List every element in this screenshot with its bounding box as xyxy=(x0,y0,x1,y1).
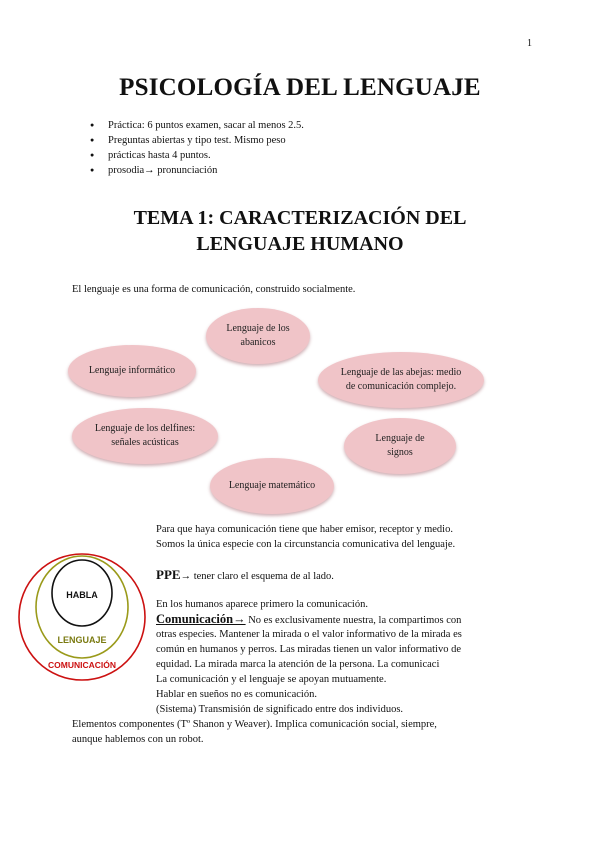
para-line: aunque hablemos con un robot. xyxy=(72,734,204,745)
ellipse-label: Lenguaje de xyxy=(375,433,425,444)
para-line: En los humanos aparece primero la comunicación. xyxy=(156,599,368,610)
ellipse-label: Lenguaje informático xyxy=(88,365,176,376)
ppe-text: → tener claro el esquema de al lado. xyxy=(180,571,334,582)
ellipse-delfines xyxy=(72,408,218,464)
para-line: equidad. La mirada marca la atención de la persona. La comunicaci xyxy=(156,659,440,670)
ellipse-label: Lenguaje de los xyxy=(226,323,290,334)
ellipse-label: señales acústicas xyxy=(111,437,179,448)
list-item: ● prosodia→ pronunciación xyxy=(90,163,304,178)
habla-label: HABLA xyxy=(66,590,98,600)
list-item: ● Práctica: 6 puntos examen, sacar al menos 2.5. xyxy=(90,118,304,133)
ellipse-abejas xyxy=(318,352,484,408)
lenguaje-label: LENGUAJE xyxy=(57,635,107,645)
comunicacion-line xyxy=(156,612,461,628)
section-heading-line1: TEMA 1: CARACTERIZACIÓN DEL xyxy=(133,207,467,229)
comunicacion-label: Comunicación→ xyxy=(156,612,246,626)
ellipse-informatico xyxy=(68,345,196,397)
ellipse-label: Lenguaje matemático xyxy=(228,480,316,491)
communication-circles-diagram xyxy=(14,550,154,685)
para-line: La comunicación y el lenguaje se apoyan mutuamente. xyxy=(156,674,387,685)
ellipse-abanicos xyxy=(206,308,310,364)
comunicacion-circle-label: COMUNICACIÓN xyxy=(48,660,116,670)
section-heading-line2: LENGUAJE HUMANO xyxy=(196,233,404,255)
comunicacion-text: No es exclusivamente nuestra, la compartimos con xyxy=(245,615,462,626)
intro-text: El lenguaje es una forma de comunicación, construido socialmente. xyxy=(72,284,356,295)
para-line: Somos la única especie con la circunstancia comunicativa del lenguaje. xyxy=(156,539,456,550)
ellipse-label: Lenguaje de las abejas: medio xyxy=(340,367,462,378)
para-line: otras especies. Mantener la mirada o el valor informativo de la mirada es xyxy=(156,629,462,640)
section-heading xyxy=(0,205,600,257)
para-line: (Sistema) Transmisión de significado entre dos individuos. xyxy=(156,704,404,715)
para-line: Elementos componentes (Tº Shanon y Weaver). Implica comunicación social, siempre, xyxy=(72,719,437,730)
ppe-label: PPE xyxy=(156,567,181,582)
para-line: Para que haya comunicación tiene que haber emisor, receptor y medio. xyxy=(156,524,453,535)
ellipse-label: signos xyxy=(387,447,413,458)
ellipse-label: Lenguaje de los delfines: xyxy=(94,423,196,434)
para-line: Hablar en sueños no es comunicación. xyxy=(156,689,317,700)
list-item: ● prácticas hasta 4 puntos. xyxy=(90,148,304,163)
page-number: 1 xyxy=(527,38,532,49)
para-line: común en humanos y perros. Las miradas tienen un valor informativo de xyxy=(156,644,462,655)
page-title: PSICOLOGÍA DEL LENGUAJE xyxy=(119,74,481,101)
ellipse-matematico xyxy=(210,458,334,514)
bullet-list xyxy=(90,118,304,178)
ppe-line xyxy=(156,566,334,585)
ellipse-label: abanicos xyxy=(240,337,276,348)
ellipse-signos xyxy=(344,418,456,474)
ellipse-label: de comunicación complejo. xyxy=(345,381,457,392)
list-item: ● Preguntas abiertas y tipo test. Mismo peso xyxy=(90,133,304,148)
